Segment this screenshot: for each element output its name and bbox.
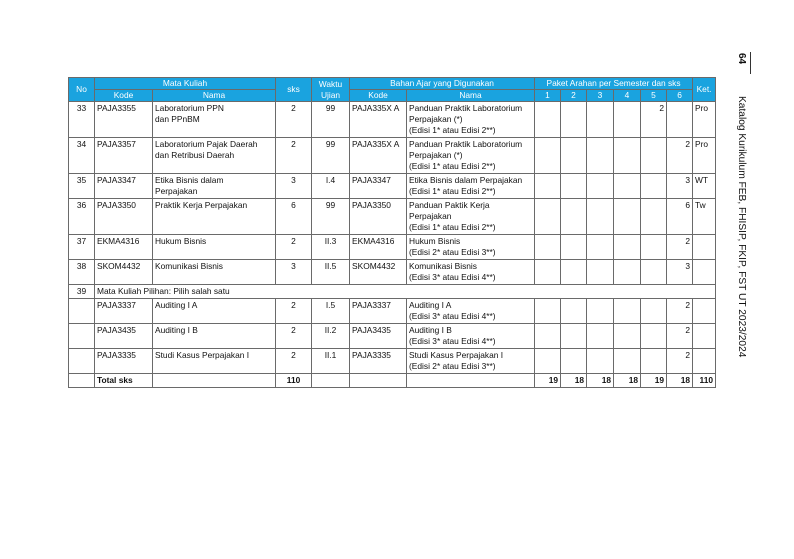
semester-sks <box>535 260 561 285</box>
material-name-line: Auditing I B <box>409 325 452 335</box>
course-name <box>153 102 276 138</box>
row-no: 35 <box>69 174 95 199</box>
course-sks: 2 <box>276 299 312 324</box>
semester-sks <box>614 138 641 174</box>
course-code: SKOM4432 <box>95 260 153 285</box>
semester-sks <box>614 324 641 349</box>
header-semester: 5 <box>641 90 667 102</box>
course-sks: 2 <box>276 349 312 374</box>
course-code: PAJA3337 <box>95 299 153 324</box>
material-name-line: (Edisi 3* atau Edisi 4**) <box>409 272 496 282</box>
material-name-line: (Edisi 1* atau Edisi 2**) <box>409 222 496 232</box>
semester-sks <box>587 102 614 138</box>
course-sks: 6 <box>276 199 312 235</box>
course-code: PAJA3357 <box>95 138 153 174</box>
row-no: 38 <box>69 260 95 285</box>
semester-sks: 2 <box>641 102 667 138</box>
semester-sks <box>535 174 561 199</box>
semester-sks <box>561 102 587 138</box>
course-code: PAJA3350 <box>95 199 153 235</box>
semester-sks <box>535 299 561 324</box>
semester-sks <box>587 260 614 285</box>
semester-sks <box>561 174 587 199</box>
table-row <box>69 174 716 199</box>
course-name <box>153 138 276 174</box>
header-ket: Ket. <box>693 78 716 102</box>
material-code: PAJA3350 <box>350 199 407 235</box>
course-name-line: dan Retribusi Daerah <box>155 150 235 160</box>
row-no: 39 <box>69 285 95 299</box>
course-name <box>153 324 276 349</box>
material-name-line: (Edisi 1* atau Edisi 2**) <box>409 161 496 171</box>
semester-sks <box>587 349 614 374</box>
total-semester-sks: 18 <box>614 374 641 388</box>
material-name-line: (Edisi 2* atau Edisi 3**) <box>409 247 496 257</box>
blank-cell <box>407 374 535 388</box>
exam-time: II.3 <box>312 235 350 260</box>
row-no: 37 <box>69 235 95 260</box>
header-waktu-ujian: Waktu Ujian <box>312 78 350 102</box>
remark <box>693 299 716 324</box>
semester-sks <box>587 299 614 324</box>
semester-sks <box>614 199 641 235</box>
course-code: PAJA3435 <box>95 324 153 349</box>
material-name-line: (Edisi 1* atau Edisi 2**) <box>409 186 496 196</box>
table-row <box>69 138 716 174</box>
course-sks: 3 <box>276 260 312 285</box>
material-name <box>407 324 535 349</box>
remark: Tw <box>693 199 716 235</box>
material-code: SKOM4432 <box>350 260 407 285</box>
material-code: PAJA3435 <box>350 324 407 349</box>
semester-sks <box>614 349 641 374</box>
material-name-line: Perpajakan (*) <box>409 150 463 160</box>
row-no: 36 <box>69 199 95 235</box>
remark: WT <box>693 174 716 199</box>
course-name-line: Auditing I A <box>155 300 198 310</box>
curriculum-table <box>68 77 716 388</box>
semester-sks <box>561 260 587 285</box>
semester-sks <box>561 349 587 374</box>
remark <box>693 349 716 374</box>
exam-time: II.1 <box>312 349 350 374</box>
course-name-line: Komunikasi Bisnis <box>155 261 223 271</box>
semester-sks <box>641 260 667 285</box>
course-code: PAJA3355 <box>95 102 153 138</box>
material-name <box>407 299 535 324</box>
exam-time: I.4 <box>312 174 350 199</box>
material-name-line: (Edisi 3* atau Edisi 4**) <box>409 336 496 346</box>
remark: Pro <box>693 138 716 174</box>
semester-sks <box>641 138 667 174</box>
material-name <box>407 199 535 235</box>
total-row <box>69 374 716 388</box>
material-name-line: (Edisi 2* atau Edisi 3**) <box>409 361 496 371</box>
total-label: Total sks <box>95 374 153 388</box>
material-name-line: Panduan Praktik Laboratorium <box>409 139 523 149</box>
header-semester: 4 <box>614 90 641 102</box>
material-code: PAJA335X A <box>350 102 407 138</box>
course-name-line: Praktik Kerja Perpajakan <box>155 200 248 210</box>
row-no: 34 <box>69 138 95 174</box>
total-semester-sks: 19 <box>641 374 667 388</box>
semester-sks <box>641 349 667 374</box>
material-name <box>407 349 535 374</box>
total-semester-sks: 18 <box>561 374 587 388</box>
exam-time: II.5 <box>312 260 350 285</box>
total-semester-sks: 18 <box>667 374 693 388</box>
blank-cell <box>69 374 95 388</box>
semester-sks <box>535 235 561 260</box>
course-name <box>153 235 276 260</box>
semester-sks <box>641 324 667 349</box>
course-name-line: dan PPnBM <box>155 114 200 124</box>
remark: Pro <box>693 102 716 138</box>
remark <box>693 260 716 285</box>
header-bahan-ajar: Bahan Ajar yang Digunakan <box>350 78 535 90</box>
material-code: PAJA3337 <box>350 299 407 324</box>
semester-sks <box>614 260 641 285</box>
header-mata-kuliah: Mata Kuliah <box>95 78 276 90</box>
semester-sks <box>561 299 587 324</box>
course-name <box>153 199 276 235</box>
semester-sks: 3 <box>667 260 693 285</box>
material-name-line: Etika Bisnis dalam Perpajakan <box>409 175 523 185</box>
semester-sks <box>587 138 614 174</box>
course-sks: 2 <box>276 102 312 138</box>
semester-sks <box>561 235 587 260</box>
material-name <box>407 138 535 174</box>
course-name <box>153 260 276 285</box>
semester-sks: 2 <box>667 235 693 260</box>
header-semester: 3 <box>587 90 614 102</box>
semester-sks <box>535 199 561 235</box>
table-body <box>69 102 716 388</box>
table-row <box>69 102 716 138</box>
material-name-line: (Edisi 3* atau Edisi 4**) <box>409 311 496 321</box>
semester-sks: 2 <box>667 324 693 349</box>
course-code: PAJA3347 <box>95 174 153 199</box>
material-name <box>407 102 535 138</box>
semester-sks <box>641 199 667 235</box>
table-row <box>69 299 716 324</box>
semester-sks <box>614 235 641 260</box>
header-divider <box>750 52 751 74</box>
course-name-line: Etika Bisnis dalam <box>155 175 224 185</box>
total-semester-sks: 19 <box>535 374 561 388</box>
semester-sks <box>535 324 561 349</box>
exam-time: 99 <box>312 138 350 174</box>
semester-sks: 2 <box>667 138 693 174</box>
material-name-line: Studi Kasus Perpajakan I <box>409 350 504 360</box>
exam-time: I.5 <box>312 299 350 324</box>
material-name-line: (Edisi 1* atau Edisi 2**) <box>409 125 496 135</box>
course-name-line: Auditing I B <box>155 325 198 335</box>
semester-sks: 3 <box>667 174 693 199</box>
course-code: EKMA4316 <box>95 235 153 260</box>
course-name <box>153 299 276 324</box>
header-sks: sks <box>276 78 312 102</box>
remark <box>693 235 716 260</box>
row-no <box>69 349 95 374</box>
course-name-line: Laboratorium PPN <box>155 103 224 113</box>
exam-time: 99 <box>312 199 350 235</box>
semester-sks <box>561 138 587 174</box>
header-semester: 2 <box>561 90 587 102</box>
blank-cell <box>153 374 276 388</box>
semester-sks <box>614 299 641 324</box>
material-name <box>407 174 535 199</box>
material-name-line: Perpajakan <box>409 211 452 221</box>
page-number: 64 <box>736 53 747 65</box>
material-name-line: Panduan Praktik Laboratorium <box>409 103 523 113</box>
semester-sks <box>587 235 614 260</box>
exam-time: II.2 <box>312 324 350 349</box>
table-row <box>69 260 716 285</box>
material-name-line: Hukum Bisnis <box>409 236 461 246</box>
header-semester: 6 <box>667 90 693 102</box>
semester-sks <box>561 199 587 235</box>
table-row <box>69 235 716 260</box>
header-ba-nama: Nama <box>407 90 535 102</box>
header-nama: Nama <box>153 90 276 102</box>
material-code: EKMA4316 <box>350 235 407 260</box>
material-code: PAJA3347 <box>350 174 407 199</box>
semester-sks <box>535 102 561 138</box>
total-ket: 110 <box>693 374 716 388</box>
semester-sks <box>587 174 614 199</box>
exam-time: 99 <box>312 102 350 138</box>
total-sks: 110 <box>276 374 312 388</box>
header-kode: Kode <box>95 90 153 102</box>
row-no: 33 <box>69 102 95 138</box>
semester-sks <box>587 324 614 349</box>
course-name-line: Hukum Bisnis <box>155 236 207 246</box>
header-paket-arahan: Paket Arahan per Semester dan sks <box>535 78 693 90</box>
semester-sks: 2 <box>667 299 693 324</box>
material-name <box>407 235 535 260</box>
blank-cell <box>350 374 407 388</box>
table-header <box>69 78 716 102</box>
material-name-line: Auditing I A <box>409 300 452 310</box>
semester-sks <box>614 102 641 138</box>
semester-sks: 6 <box>667 199 693 235</box>
semester-sks <box>535 349 561 374</box>
row-no <box>69 299 95 324</box>
semester-sks <box>641 235 667 260</box>
material-name-line: Komunikasi Bisnis <box>409 261 477 271</box>
semester-sks: 2 <box>667 349 693 374</box>
material-code: PAJA3335 <box>350 349 407 374</box>
elective-row <box>69 285 716 299</box>
total-semester-sks: 18 <box>587 374 614 388</box>
header-ba-kode: Kode <box>350 90 407 102</box>
row-no <box>69 324 95 349</box>
course-sks: 2 <box>276 324 312 349</box>
course-code: PAJA3335 <box>95 349 153 374</box>
material-name <box>407 260 535 285</box>
table-row <box>69 349 716 374</box>
semester-sks <box>561 324 587 349</box>
material-name-line: Perpajakan (*) <box>409 114 463 124</box>
semester-sks <box>641 299 667 324</box>
material-name-line: Panduan Paktik Kerja <box>409 200 490 210</box>
course-name-line: Perpajakan <box>155 186 198 196</box>
header-no: No <box>69 78 95 102</box>
course-name-line: Studi Kasus Perpajakan I <box>155 350 250 360</box>
remark <box>693 324 716 349</box>
material-code: PAJA335X A <box>350 138 407 174</box>
course-sks: 3 <box>276 174 312 199</box>
blank-cell <box>312 374 350 388</box>
running-title: Katalog Kurikulum FEB, FHISIP, FKIP, FST UT 2023/2024 <box>736 96 747 358</box>
semester-sks <box>614 174 641 199</box>
elective-label: Mata Kuliah Pilihan: Pilih salah satu <box>95 285 716 299</box>
semester-sks <box>641 174 667 199</box>
semester-sks <box>667 102 693 138</box>
course-name-line: Laboratorium Pajak Daerah <box>155 139 258 149</box>
semester-sks <box>535 138 561 174</box>
course-name <box>153 174 276 199</box>
course-sks: 2 <box>276 235 312 260</box>
course-name <box>153 349 276 374</box>
semester-sks <box>587 199 614 235</box>
table-row <box>69 324 716 349</box>
table-row <box>69 199 716 235</box>
course-sks: 2 <box>276 138 312 174</box>
header-semester: 1 <box>535 90 561 102</box>
